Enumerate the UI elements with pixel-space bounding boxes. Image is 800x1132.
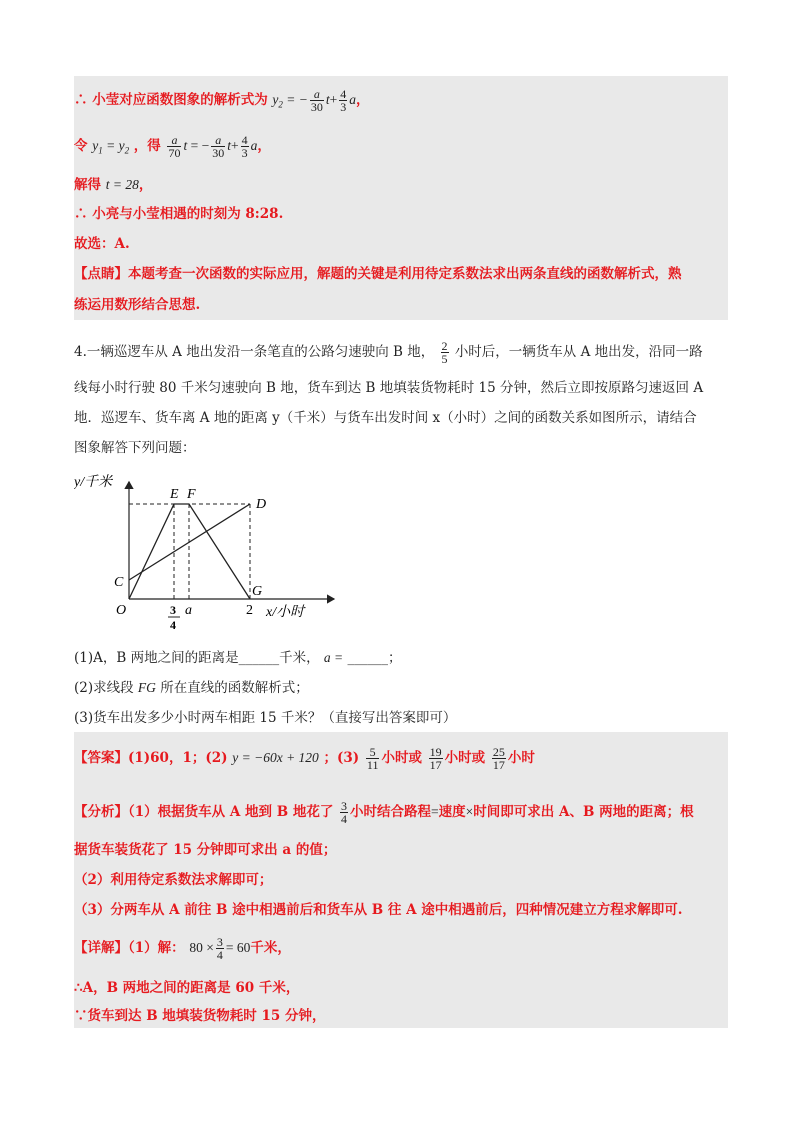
tick-3-4-denominator: 4 (170, 618, 176, 632)
answer-block (74, 732, 728, 1028)
answer-label: 【答案】 (74, 750, 128, 766)
question-block (74, 320, 728, 460)
sub-question-1: (1)A，B 两地之间的距离是______千米， a = ______； (74, 650, 402, 666)
solution-line-4: ∴ 小亮与小莹相遇的时刻为 8:28. (74, 206, 284, 222)
solution-line-3: 解得 t = 28， (74, 177, 153, 193)
detail-label: 【详解】 (74, 940, 128, 956)
tick-a: a (185, 603, 192, 618)
sub-question-3: (3)货车出发多少小时两车相距 15 千米？（直接写出答案即可） (74, 710, 457, 726)
question-line-1: 4.一辆巡逻车从 A 地出发沿一条笔直的公路匀速驶向 B 地， $\frac{2}{5}$ 小时后，一辆货车从 A 地出发，沿同一路 (74, 339, 703, 366)
detail-line-1: 【详解】（1）解： 80 × $\frac{3}{4}$ = 60千米， (74, 935, 291, 962)
function-graph (74, 468, 364, 638)
question-line-2: 线每小时行驶 80 千米匀速驶向 B 地，货车到达 B 地填装货物耗时 15 分钟，然后立即按原路匀速返回 A (74, 380, 704, 396)
origin-label: O (116, 603, 127, 618)
answer-line: 【答案】(1)60，1；(2) y = −60x + 120 ；(3) $\frac{5}{11}$ 小时或 $\frac{19}{17}$ 小时或 $\frac{25}{17}$ 小时 (74, 745, 535, 772)
question-line-4: 图象解答下列问题： (74, 440, 196, 456)
solution-line-2: 令 $y_1 = y_2$ ，得 $\frac{a}{70}$ t = − $\frac{a}{30}$ t+ $\frac{4}{3}$ a， (74, 133, 271, 160)
detail-line-2: ∴A，B 两地之间的距离是 60 千米， (74, 980, 300, 996)
detail-line-3: ∵货车到达 B 地填装货物耗时 15 分钟， (74, 1008, 326, 1024)
point-D-label: D (256, 497, 267, 512)
tick-2: 2 (246, 603, 253, 618)
tip-line-2: 练运用数形结合思想. (74, 297, 201, 313)
tick-3-4-numerator: 3 (170, 603, 176, 617)
analysis-line-4: （3）分两车从 A 前往 B 途中相遇前后和货车从 B 往 A 途中相遇前后，四种情况建立方程求解即可. (74, 902, 683, 918)
point-F-label: F (187, 487, 196, 502)
point-C-label: C (114, 575, 124, 590)
previous-solution (74, 76, 728, 320)
analysis-line-2: 据货车装货花了 15 分钟即可求出 a 的值； (74, 842, 337, 858)
point-G-label: G (252, 584, 263, 599)
tip-label: 【点睛】 (74, 266, 128, 282)
analysis-line-3: （2）利用待定系数法求解即可； (74, 872, 273, 888)
point-E-label: E (170, 487, 179, 502)
solution-line-1: ∴ 小莹对应函数图象的解析式为 $y_2$ = − $\frac{a}{30}$ t+ $\frac{4}{3}$ a， (74, 87, 370, 114)
sub-questions (74, 646, 728, 726)
analysis-line-1: 【分析】（1）根据货车从 A 地到 B 地花了 $\frac{3}{4}$ 小时结合路程=速度×时间即可求出 A、B 两地的距离；根 (74, 799, 694, 826)
y-axis-label: y/千米 (74, 475, 113, 490)
sub-question-2: (2)求线段 FG 所在直线的函数解析式； (74, 680, 309, 696)
solution-line-5: 故选：A. (74, 236, 130, 252)
analysis-label: 【分析】 (74, 804, 128, 820)
tip-line-1: 【点睛】本题考查一次函数的实际应用，解题的关键是利用待定系数法求出两条直线的函数解析式，熟 (74, 266, 682, 282)
question-line-3: 地．巡逻车、货车离 A 地的距离 y（千米）与货车出发时间 x（小时）之间的函数关系如图所示，请结合 (74, 410, 697, 426)
x-axis-label: x/小时 (266, 605, 305, 620)
